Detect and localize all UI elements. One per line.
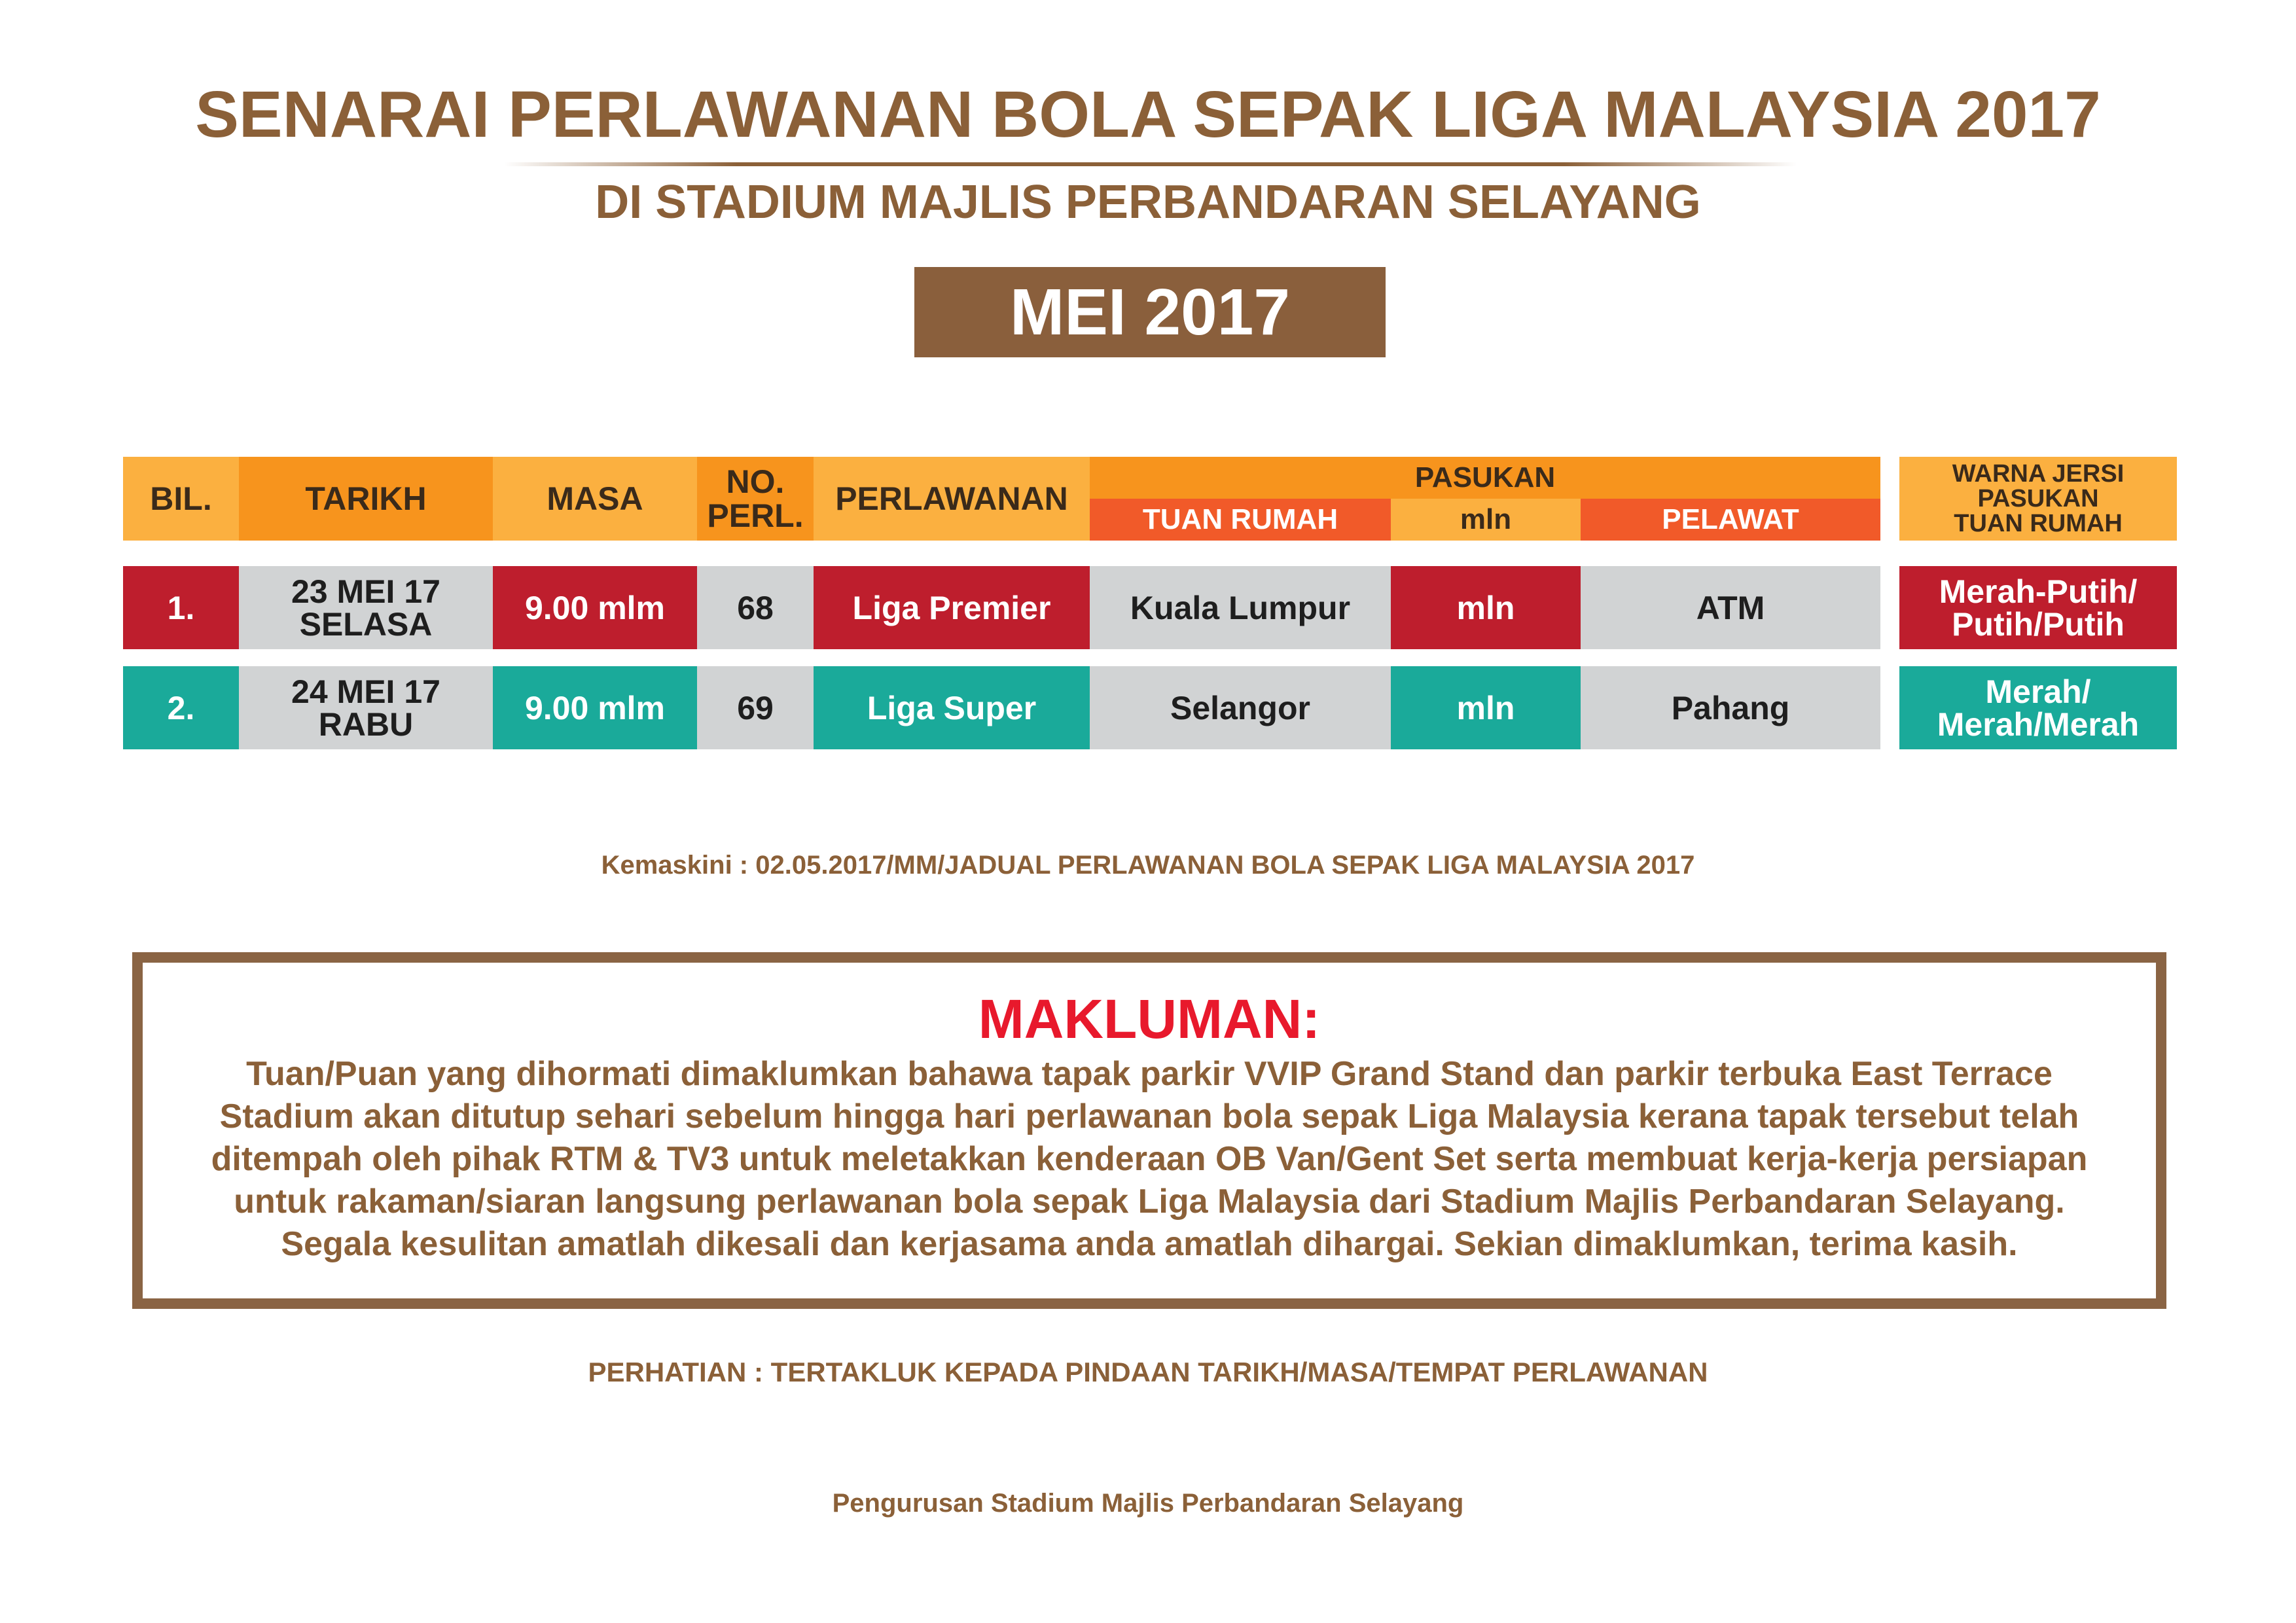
- header-tarikh: TARIKH: [239, 457, 493, 541]
- row-mln: mln: [1391, 566, 1581, 649]
- row-tarikh: [239, 666, 493, 749]
- row-no-perl: 68: [697, 566, 814, 649]
- row-tarikh: [239, 566, 493, 649]
- row-jersi-line2: Merah/Merah: [1937, 705, 2140, 743]
- header-masa: MASA: [493, 457, 697, 541]
- row-day: RABU: [318, 705, 414, 743]
- attention-note: PERHATIAN : TERTAKLUK KEPADA PINDAAN TARIKH/MASA/TEMPAT PERLAWANAN: [588, 1357, 1708, 1387]
- header-tuan-rumah: TUAN RUMAH: [1090, 499, 1391, 541]
- footer-credit: Pengurusan Stadium Majlis Perbandaran Selayang: [832, 1489, 1464, 1518]
- header-mln: mln: [1391, 499, 1581, 541]
- title-divider: [504, 162, 1797, 166]
- notice-title: MAKLUMAN:: [978, 988, 1321, 1050]
- row-mln: mln: [1391, 666, 1581, 749]
- header-no-perl-line1: NO.: [726, 463, 785, 500]
- row-perlawanan: Liga Super: [814, 666, 1090, 749]
- row-warna-jersi: [1899, 666, 2177, 749]
- page-subtitle: DI STADIUM MAJLIS PERBANDARAN SELAYANG: [595, 176, 1701, 228]
- month-badge: MEI 2017: [914, 267, 1386, 357]
- row-pelawat: Pahang: [1581, 666, 1880, 749]
- row-masa: 9.00 mlm: [493, 666, 697, 749]
- header-bil: BIL.: [123, 457, 239, 541]
- row-bil: 1.: [123, 566, 239, 649]
- notice-body: Tuan/Puan yang dihormati dimaklumkan bahawa tapak parkir VVIP Grand Stand dan parkir terbuka East Terrace Stadium akan ditutup sehari sebelum hingga hari perlawanan bola sepak Liga Malaysia kerana tapak tersebut telah ditempah oleh pihak RTM & TV3 untuk meletakkan kenderaan OB Van/Gent Set serta membuat kerja-kerja persiapan untuk rakaman/siaran langsung perlawanan bola sepak Liga Malaysia dari Stadium Majlis Perbandaran Selayang. Segala kesulitan amatlah dikesali dan kerjasama anda amatlah dihargai. Sekian dimaklumkan, terima kasih.: [211, 1055, 2088, 1263]
- header-perlawanan: PERLAWANAN: [814, 457, 1090, 541]
- row-tuan-rumah: Kuala Lumpur: [1090, 566, 1391, 649]
- row-bil: 2.: [123, 666, 239, 749]
- header-warna-line3: TUAN RUMAH: [1954, 510, 2123, 537]
- row-tuan-rumah: Selangor: [1090, 666, 1391, 749]
- header-warna-line1: WARNA JERSI: [1952, 460, 2125, 488]
- header-no-perl: [697, 457, 814, 541]
- row-no-perl: 69: [697, 666, 814, 749]
- page-title: SENARAI PERLAWANAN BOLA SEPAK LIGA MALAYSIA 2017: [195, 78, 2101, 151]
- row-date: 24 MEI 17: [291, 673, 440, 710]
- row-jersi-line2: Putih/Putih: [1952, 605, 2125, 643]
- row-jersi-line1: Merah-Putih/: [1939, 573, 2138, 610]
- row-date: 23 MEI 17: [291, 573, 440, 610]
- header-warna-line2: PASUKAN: [1977, 485, 2099, 512]
- header-pelawat: PELAWAT: [1581, 499, 1880, 541]
- row-jersi-line1: Merah/: [1985, 673, 2091, 710]
- row-perlawanan: Liga Premier: [814, 566, 1090, 649]
- row-warna-jersi: [1899, 566, 2177, 649]
- row-masa: 9.00 mlm: [493, 566, 697, 649]
- header-pasukan: PASUKAN: [1090, 457, 1880, 499]
- header-no-perl-line2: PERL.: [707, 497, 804, 534]
- row-pelawat: ATM: [1581, 566, 1880, 649]
- header-warna-jersi: [1899, 457, 2177, 541]
- notice-box: [132, 952, 2166, 1309]
- update-note: Kemaskini : 02.05.2017/MM/JADUAL PERLAWANAN BOLA SEPAK LIGA MALAYSIA 2017: [601, 851, 1695, 880]
- row-day: SELASA: [299, 605, 433, 643]
